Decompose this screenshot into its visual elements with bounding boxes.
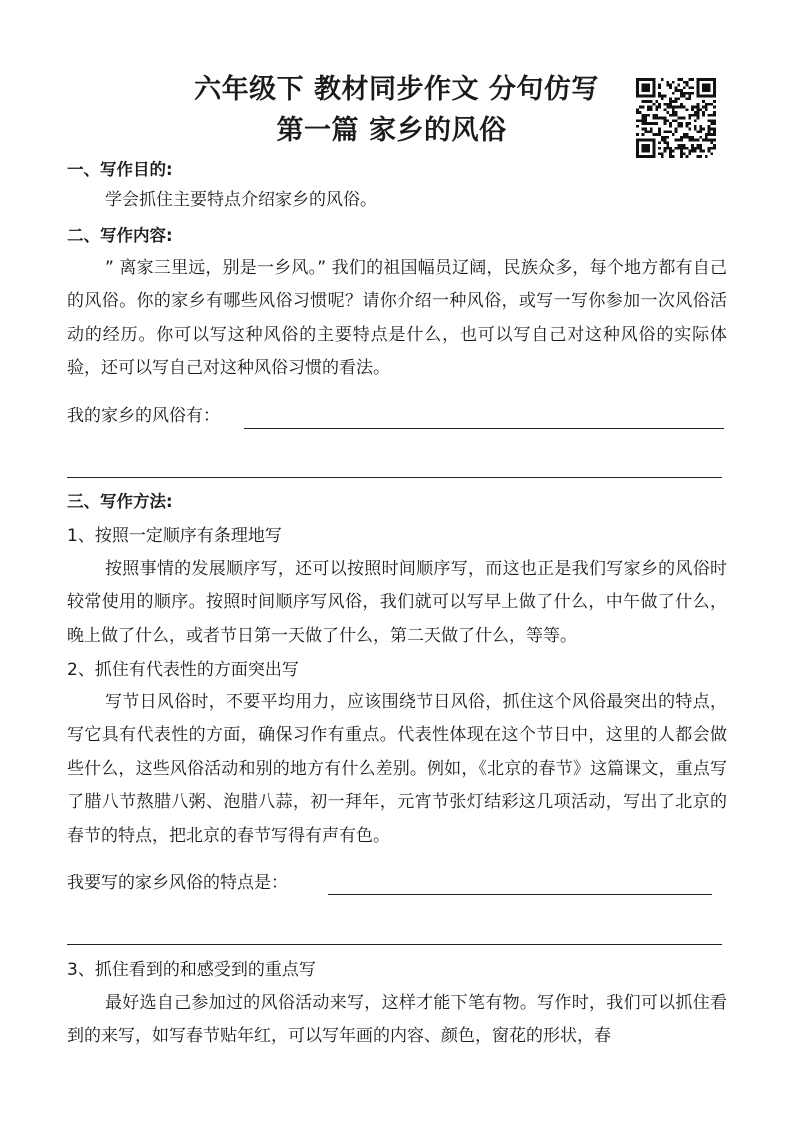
section-heading-method: 三、写作方法: — [67, 492, 173, 511]
section-heading-purpose: 一、写作目的: — [67, 160, 173, 179]
section-heading-content: 二、写作内容: — [67, 226, 173, 245]
method-item-3-text: 最好选自己参加过的风俗活动来写，这样才能下笔有物。写作时，我们可以抓住看到的来写，如写春节贴年红，可以写年画的内容、颜色，窗花的形状，春 — [67, 993, 727, 1047]
answer-line-features[interactable] — [328, 894, 712, 895]
answer-line-customs[interactable] — [244, 428, 724, 429]
purpose-text: 学会抓住主要特点介绍家乡的风俗。 — [105, 190, 377, 210]
answer-line-features-2[interactable] — [67, 944, 722, 945]
qr-code-icon — [636, 78, 716, 158]
custom-features-label: 我要写的家乡风俗的特点是： — [67, 873, 288, 893]
method-item-1-text: 按照事情的发展顺序写，还可以按照时间顺序写，而这也正是我们写家乡的风俗时较常使用的顺序。按照时间顺序写风俗，我们就可以写早上做了什么，中午做了什么，晚上做了什么，或者节日第一天做了什么，第二天做了什么，等等。 — [67, 559, 727, 646]
method-item-1-title: 1、按照一定顺序有条理地写 — [67, 526, 282, 546]
page-subtitle: 第一篇 家乡的风俗 — [276, 115, 507, 146]
page-title: 六年级下 教材同步作文 分句仿写 — [194, 74, 599, 105]
hometown-customs-label: 我的家乡的风俗有： — [67, 406, 220, 426]
content-text: ” 离家三里远，别是一乡风。” 我们的祖国幅员辽阔，民族众多，每个地方都有自己的风俗。你的家乡有哪些风俗习惯呢？请你介绍一种风俗，或写一写你参加一次风俗活动的经历。你可以写这种风俗的主要特点是什么，也可以写自己对这种风俗的实际体验，还可以写自己对这种风俗习惯的看法。 — [67, 258, 727, 379]
method-item-2-title: 2、抓住有代表性的方面突出写 — [67, 660, 299, 680]
method-item-2-text: 写节日风俗时，不要平均用力，应该围绕节日风俗，抓住这个风俗最突出的特点，写它具有代表性的方面，确保习作有重点。代表性体现在这个节日中，这里的人都会做些什么，这些风俗活动和别的地方有什么差别。例如，《北京的春节》这篇课文，重点写了腊八节熬腊八粥、泡腊八蒜，初一拜年，元宵节张灯结彩这几项活动，写出了北京的春节的特点，把北京的春节写得有声有色。 — [67, 692, 727, 846]
method-item-3-title: 3、抓住看到的和感受到的重点写 — [67, 960, 316, 980]
answer-line-customs-2[interactable] — [67, 477, 722, 478]
